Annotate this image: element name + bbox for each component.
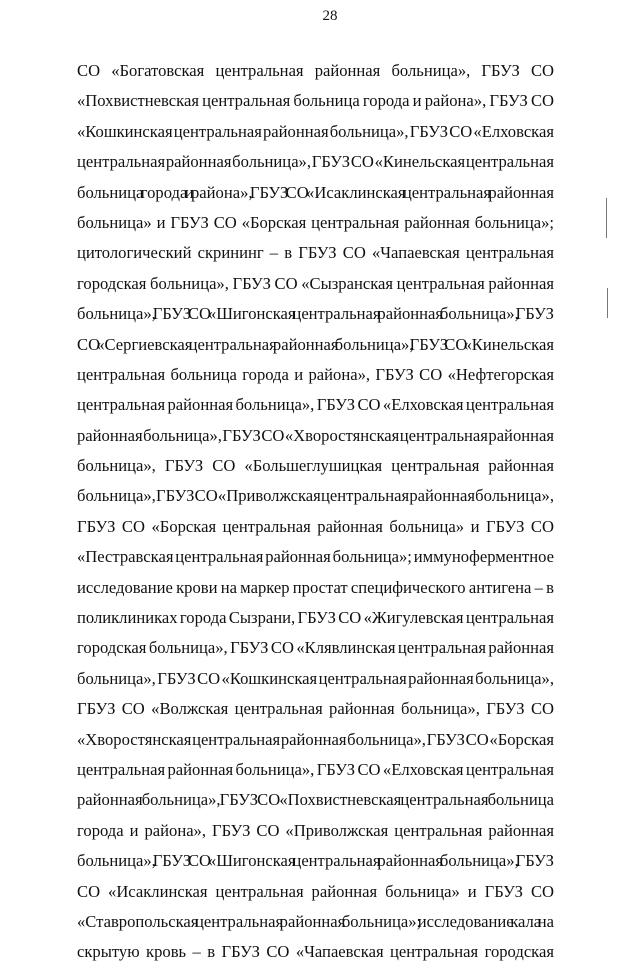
text-line: «Кошкинская центральная районная больница», ГБУЗ СО «Елховская — [77, 121, 554, 141]
page-number: 28 — [322, 8, 338, 24]
document-body — [77, 56, 554, 968]
text-line: цитологический скрининг – в ГБУЗ СО «Чапаевская центральная — [77, 243, 554, 263]
text-line: СО «Исаклинская центральная районная больница» и ГБУЗ СО — [77, 881, 554, 901]
text-line: больница», ГБУЗ СО «Шигонская центральная районная больница», ГБУЗ — [77, 851, 554, 871]
text-line: «Хворостянская центральная районная больница», ГБУЗ СО «Борская — [77, 729, 554, 749]
text-line: центральная районная больница», ГБУЗ СО «Елховская центральная — [77, 395, 554, 415]
text-line: больница города и района», ГБУЗ СО «Исаклинская центральная районная — [77, 182, 554, 202]
text-line: исследование крови на маркер простат специфического антигена – в — [77, 577, 554, 597]
text-line: центральная районная больница», ГБУЗ СО «Елховская центральная — [77, 759, 554, 779]
text-line: больница» и ГБУЗ СО «Борская центральная районная больница»; — [77, 212, 554, 232]
text-line: больница», ГБУЗ СО «Большеглушицкая центральная районная — [77, 456, 554, 476]
scan-artifact — [607, 288, 608, 318]
text-line: СО «Богатовская центральная районная больница», ГБУЗ СО — [77, 61, 554, 80]
text-line: районная больница», ГБУЗ СО «Похвистневская центральная больница — [77, 790, 554, 810]
text-line: скрытую кровь – в ГБУЗ СО «Чапаевская центральная городская — [77, 942, 554, 962]
text-line: районная больница», ГБУЗ СО «Хворостянская центральная районная — [77, 425, 554, 445]
text-line: «Ставропольская центральная районная больница»; исследование кала на — [77, 911, 554, 931]
text-line: поликлиниках города Сызрани, ГБУЗ СО «Жигулевская центральная — [77, 608, 554, 628]
text-line: СО «Сергиевская центральная районная больница», ГБУЗ СО «Кинельская — [77, 334, 554, 354]
text-line: центральная больница города и района», ГБУЗ СО «Нефтегорская — [77, 364, 554, 384]
text-line: ГБУЗ СО «Борская центральная районная больница» и ГБУЗ СО — [77, 516, 554, 536]
text-line: центральная районная больница», ГБУЗ СО «Кинельская центральная — [77, 152, 554, 172]
text-line: «Похвистневская центральная больница города и района», ГБУЗ СО — [77, 91, 554, 111]
text-line: города и района», ГБУЗ СО «Приволжская центральная районная — [77, 820, 554, 840]
scan-artifact — [606, 198, 607, 238]
text-line: ГБУЗ СО «Волжская центральная районная больница», ГБУЗ СО — [77, 699, 554, 719]
text-line: больница», ГБУЗ СО «Кошкинская центральная районная больница», — [77, 668, 554, 688]
text-line: больница», ГБУЗ СО «Приволжская центральная районная больница», — [77, 486, 554, 506]
text-line: больница», ГБУЗ СО «Шигонская центральная районная больница», ГБУЗ — [77, 304, 554, 324]
text-line: «Пестравская центральная районная больница»; иммуноферментное — [77, 547, 554, 567]
text-line: городская больница», ГБУЗ СО «Сызранская центральная районная — [77, 273, 554, 293]
text-line: городская больница», ГБУЗ СО «Клявлинская центральная районная — [77, 638, 554, 658]
